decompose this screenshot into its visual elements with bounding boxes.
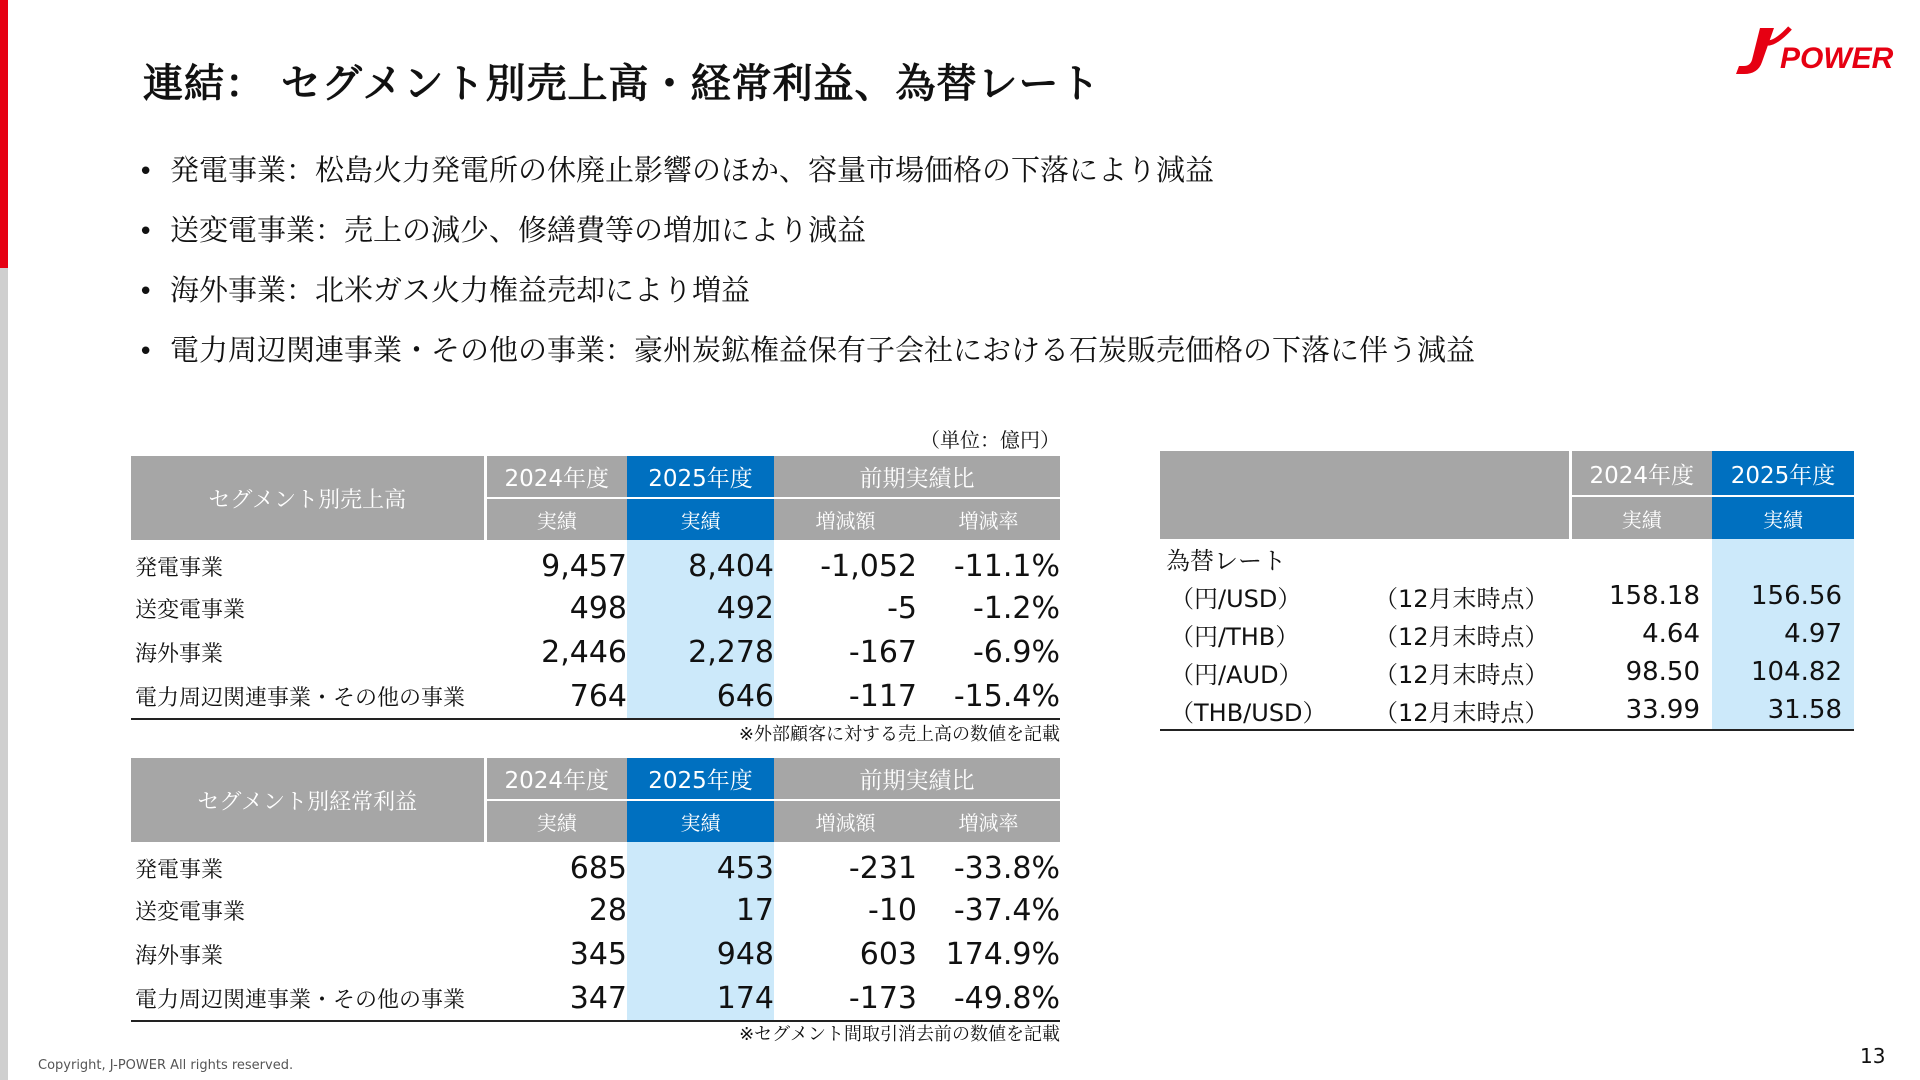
value-fy2024: 347 (485, 976, 627, 1021)
value-rate: -49.8% (917, 976, 1060, 1021)
value-fy2024: 9,457 (541, 548, 627, 584)
value-fy2025: 17 (627, 888, 774, 932)
value-fy2024: 158.18 (1609, 581, 1700, 611)
value-fy2024: 498 (569, 590, 627, 626)
fx-timing: （12月末時点） (1370, 691, 1570, 730)
j-power-logo (1730, 22, 1906, 84)
bullet-item: • 電力周辺関連事業・その他の事業：豪州炭鉱権益保有子会社における石炭販売価格の下落に伴う減益 (138, 328, 1475, 388)
fx-pair: （THB/USD） (1160, 691, 1370, 730)
fx-pair: （円/USD） (1170, 584, 1302, 613)
fx-pair: （円/AUD） (1170, 660, 1303, 689)
value-change: -1,052 (820, 548, 917, 584)
value-fy2025: 948 (627, 932, 774, 976)
header-fy2025: 2025年度 (1712, 451, 1854, 496)
fx-label-empty (1570, 539, 1712, 577)
profit-table-title: セグメント別経常利益 (131, 758, 485, 842)
sales-table (131, 456, 1060, 720)
header-change-rate: 増減率 (917, 800, 1060, 842)
copyright: Copyright, J-POWER All rights reserved. (38, 1058, 294, 1073)
table-row (131, 674, 1060, 719)
header-vs-prev: 前期実績比 (774, 758, 1060, 800)
value-rate: -11.1% (953, 548, 1060, 584)
fx-timing: （12月末時点） (1374, 660, 1549, 689)
value-fy2025: 174 (627, 976, 774, 1021)
value-change: -173 (774, 976, 917, 1021)
value-fy2025: 156.56 (1712, 577, 1854, 615)
value-change: -117 (774, 674, 917, 719)
header-change-rate: 増減率 (917, 498, 1060, 540)
header-actual: 実績 (627, 498, 774, 540)
value-fy2025: 8,404 (627, 540, 774, 586)
header-vs-prev: 前期実績比 (774, 456, 1060, 498)
segment-label: 発電事業 (135, 857, 224, 883)
bullet-item: • 海外事業：北米ガス火力権益売却により増益 (138, 268, 1475, 328)
accent-bar-gray (0, 268, 8, 1080)
table-row (1160, 615, 1854, 653)
fx-label: 為替レート (1166, 546, 1286, 575)
value-fy2024: 28 (588, 892, 627, 928)
table-row (131, 540, 1060, 586)
value-fy2025: 104.82 (1712, 653, 1854, 691)
segment-label: 電力周辺関連事業・その他の事業 (131, 976, 485, 1021)
unit-note: （単位：億円） (920, 428, 1060, 452)
segment-label: 海外事業 (135, 943, 224, 969)
header-change: 増減額 (774, 800, 917, 842)
table-row (131, 842, 1060, 888)
value-fy2025: 492 (627, 586, 774, 630)
summary-bullets (138, 148, 1475, 388)
header-fy2025: 2025年度 (627, 456, 774, 498)
value-rate: -1.2% (972, 590, 1060, 626)
segment-label: 海外事業 (135, 641, 224, 667)
value-fy2024: 2,446 (541, 634, 627, 670)
header-actual: 実績 (485, 800, 627, 842)
header-change: 増減額 (774, 498, 917, 540)
bullet-item: • 発電事業：松島火力発電所の休廃止影響のほか、容量市場価格の下落により減益 (138, 148, 1475, 208)
value-fy2024: 4.64 (1642, 619, 1700, 649)
value-fy2024: 345 (569, 936, 627, 972)
segment-label: 発電事業 (135, 555, 224, 581)
logo-text: POWER (1780, 42, 1894, 75)
table-row (1160, 691, 1854, 730)
table-row (131, 888, 1060, 932)
value-fy2025: 31.58 (1712, 691, 1854, 730)
profit-table (131, 758, 1060, 1022)
header-actual: 実績 (627, 800, 774, 842)
header-fy2025: 2025年度 (627, 758, 774, 800)
value-rate: -6.9% (972, 634, 1060, 670)
value-fy2025: 2,278 (627, 630, 774, 674)
segment-label: 電力周辺関連事業・その他の事業 (131, 674, 485, 719)
fx-timing: （12月末時点） (1374, 584, 1549, 613)
value-change: 603 (859, 936, 917, 972)
fx-table (1160, 451, 1854, 731)
value-fy2024: 685 (569, 850, 627, 886)
bullet-item: • 送変電事業：売上の減少、修繕費等の増加により減益 (138, 208, 1475, 268)
header-fy2024: 2024年度 (485, 758, 627, 800)
header-actual: 実績 (485, 498, 627, 540)
table-row (1160, 653, 1854, 691)
table-row (131, 932, 1060, 976)
value-rate: -37.4% (953, 892, 1060, 928)
table-row (131, 976, 1060, 1021)
fx-header-blank (1160, 451, 1570, 539)
page-number: 13 (1860, 1044, 1886, 1068)
header-actual: 実績 (1712, 496, 1854, 539)
value-rate: -33.8% (953, 850, 1060, 886)
value-fy2025: 453 (627, 842, 774, 888)
profit-footnote: ※セグメント間取引消去前の数値を記載 (739, 1024, 1060, 1045)
value-change: -231 (848, 850, 917, 886)
value-fy2025: 4.97 (1712, 615, 1854, 653)
value-fy2025: 646 (627, 674, 774, 719)
table-row (131, 630, 1060, 674)
accent-bar-red (0, 0, 8, 268)
fx-timing: （12月末時点） (1374, 622, 1549, 651)
value-rate: -15.4% (917, 674, 1060, 719)
header-actual: 実績 (1570, 496, 1712, 539)
sales-table-title: セグメント別売上高 (131, 456, 485, 540)
sales-footnote: ※外部顧客に対する売上高の数値を記載 (738, 724, 1060, 745)
value-fy2024: 764 (485, 674, 627, 719)
value-change: -5 (887, 590, 917, 626)
value-rate: 174.9% (945, 936, 1060, 972)
segment-label: 送変電事業 (135, 597, 246, 623)
value-fy2024: 33.99 (1570, 691, 1712, 730)
header-fy2024: 2024年度 (1570, 451, 1712, 496)
table-row (1160, 577, 1854, 615)
fx-pair: （円/THB） (1170, 622, 1300, 651)
value-change: -167 (848, 634, 917, 670)
segment-label: 送変電事業 (135, 899, 246, 925)
fx-label-row (1160, 539, 1854, 577)
table-row (131, 586, 1060, 630)
fx-label-empty-highlight (1712, 539, 1854, 577)
value-change: -10 (868, 892, 917, 928)
page-title: 連結： セグメント別売上高・経常利益、為替レート (143, 61, 1101, 107)
header-fy2024: 2024年度 (485, 456, 627, 498)
value-fy2024: 98.50 (1625, 657, 1700, 687)
